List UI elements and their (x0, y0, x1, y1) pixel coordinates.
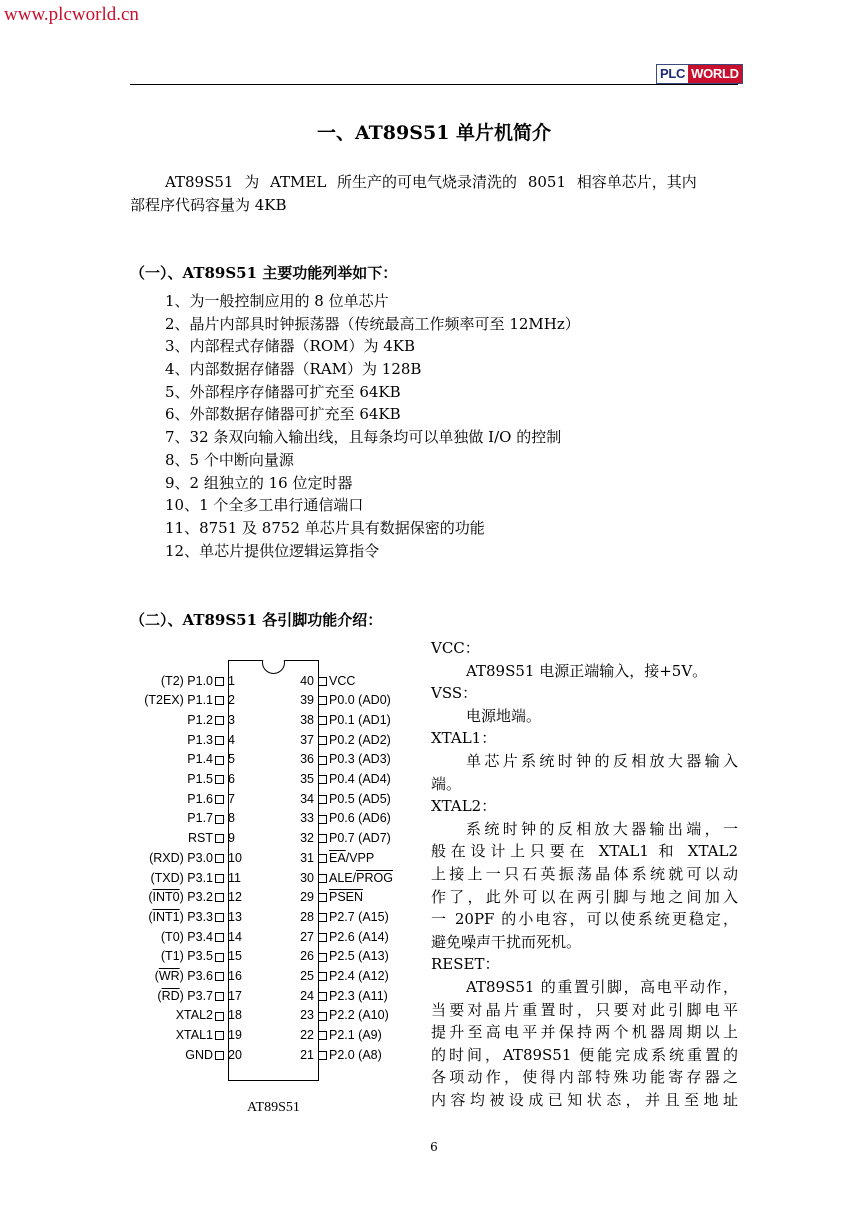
pin-label: P2.5 (A13) (329, 949, 389, 964)
left-pin (187, 770, 235, 790)
pin-name: P1.2 (187, 712, 213, 727)
pin-box (318, 815, 327, 824)
right-pin (300, 1046, 382, 1066)
feature-item: 3、内部程式存储器（ROM）为 4KB (165, 337, 416, 356)
description-line: AT89S51 的重置引脚，高电平动作， (466, 977, 738, 996)
pin-number: 16 (228, 969, 242, 983)
pin-name: XTAL1 (175, 1028, 213, 1043)
chip-notch (262, 651, 285, 674)
right-pin (300, 770, 391, 790)
pin-number: 33 (300, 811, 314, 826)
pin-label: P0.6 (AD6) (329, 811, 391, 826)
pin-label-part: ALE/ (329, 870, 357, 885)
page-number: 6 (430, 1140, 438, 1154)
pin-box (215, 696, 224, 705)
pin-number: 3 (228, 712, 235, 727)
left-pin (160, 928, 242, 948)
description-line: 各项动作，使得内部特殊功能寄存器之 (431, 1068, 738, 1087)
pin-suffix: ) (179, 909, 188, 924)
pin-number: 13 (228, 909, 242, 924)
pin-label (187, 733, 213, 747)
right-pin (300, 987, 388, 1007)
pin-label: P2.7 (A15) (329, 909, 389, 924)
description-line: 般在设计上只要在 XTAL1 和 XTAL2 (431, 842, 738, 861)
pin-number: 23 (300, 1008, 314, 1023)
feature-item: 9、2 组独立的 16 位定时器 (165, 473, 353, 492)
pin-overline-signal: PROG (356, 870, 393, 885)
description-line: 上接上一只石英振荡晶体系统就可以动 (431, 864, 738, 883)
feature-item: 8、5 个中断向量源 (165, 450, 294, 469)
feature-item: 10、1 个全多工串行通信端口 (165, 496, 364, 515)
pin-number: 30 (300, 870, 314, 885)
pin-name: P3.0 (187, 850, 213, 865)
pin-label (329, 871, 393, 885)
pin-box (215, 992, 224, 1001)
pin-name: P1.5 (187, 772, 213, 786)
pin-label (176, 1028, 213, 1042)
pin-name: P3.6 (187, 969, 213, 983)
pin-number: 22 (300, 1028, 314, 1043)
pin-label: P0.2 (AD2) (329, 732, 391, 747)
pin-number: 1 (228, 673, 235, 688)
pin-label: P2.0 (A8) (329, 1047, 382, 1062)
right-pin (300, 888, 364, 908)
left-pin (160, 672, 235, 692)
pin-box (215, 972, 224, 981)
description-line: 一 20PF 的小电容，可以使系统更稳定， (431, 910, 738, 929)
feature-list (165, 290, 580, 562)
feature-item: 2、晶片内部具时钟振荡器（传统最高工作频率可至 12MHz） (165, 314, 580, 333)
pin-number: 4 (228, 732, 235, 747)
pin-box (318, 795, 327, 804)
right-pin (300, 790, 391, 810)
description-line: RESET： (431, 955, 500, 974)
pin-number: 28 (300, 909, 314, 924)
pin-number: 12 (228, 890, 242, 905)
pin-box (215, 716, 224, 725)
left-pin (160, 947, 242, 967)
pin-name: P3.1 (187, 870, 213, 885)
section-heading-pins: （二）、AT89S51 各引脚功能介绍： (130, 611, 383, 629)
feature-item: 7、32 条双向输入输出线，且每条均可以单独做 I/O 的控制 (165, 428, 562, 447)
pin-label: P0.3 (AD3) (329, 752, 391, 767)
description-line: XTAL2： (431, 797, 497, 816)
pin-name: P1.7 (187, 811, 213, 826)
pin-box (318, 716, 327, 725)
description-line: 端。 (431, 774, 462, 793)
pin-prefix: (T1) (160, 949, 188, 964)
pin-overline-signal: PSEN (329, 890, 364, 905)
pin-label: P2.2 (A10) (329, 1008, 389, 1023)
feature-item: 12、单芯片提供位逻辑运算指令 (165, 541, 380, 560)
pin-label: VCC (329, 673, 356, 688)
pin-name: P3.7 (187, 988, 213, 1003)
pin-label (187, 713, 213, 727)
pin-box (215, 953, 224, 962)
pin-number: 32 (300, 831, 314, 846)
pin-label (187, 772, 213, 786)
pin-box (215, 815, 224, 824)
pin-number: 21 (300, 1047, 314, 1062)
pin-box (318, 972, 327, 981)
pin-number: 15 (228, 949, 242, 964)
pin-box (318, 775, 327, 784)
right-pin (300, 829, 391, 849)
plcworld-logo (656, 64, 743, 84)
pin-prefix: ( (154, 969, 159, 983)
pin-number: 2 (228, 693, 235, 708)
description-line: 内容均被设成已知状态，并且至地址 (431, 1090, 738, 1109)
logo-text-world: WORLD (688, 65, 742, 83)
pin-box (318, 834, 327, 843)
pin-label: P2.3 (A11) (329, 988, 388, 1003)
pin-number: 37 (300, 732, 314, 747)
pin-label (161, 674, 213, 688)
pin-label (150, 871, 213, 885)
right-pin (300, 711, 391, 731)
right-pin (300, 869, 393, 889)
pin-overline-signal: $\overline{WR}$ (158, 969, 180, 983)
right-pin (300, 731, 391, 751)
pin-number: 31 (300, 850, 314, 865)
pin-label (187, 792, 213, 806)
pin-label: P0.5 (AD5) (329, 791, 391, 806)
left-pin (150, 869, 241, 889)
pin-label: P2.4 (A12) (329, 969, 389, 983)
pin-number: 34 (300, 791, 314, 806)
left-pin (187, 750, 235, 770)
pin-box (318, 756, 327, 765)
left-pin (148, 888, 242, 908)
left-pin (185, 1046, 242, 1066)
pin-overline-signal: INT1 (152, 909, 180, 924)
pin-number: 40 (300, 673, 314, 688)
description-line: VCC： (431, 639, 480, 657)
logo-text-plc: PLC (657, 65, 688, 83)
pin-box (215, 933, 224, 942)
right-pin (300, 1026, 382, 1046)
page-title: 一、AT89S51 单片机简介 (316, 122, 552, 144)
pin-box (318, 874, 327, 883)
pin-box (318, 992, 327, 1001)
pin-prefix: ( (148, 909, 153, 924)
pin-number: 7 (228, 791, 235, 806)
pin-suffix: ) (179, 969, 188, 983)
left-pin (187, 809, 235, 829)
pin-number: 38 (300, 712, 314, 727)
pin-box (318, 913, 327, 922)
pin-box (215, 834, 224, 843)
pin-overline-signal: $\overline{RD}$ (161, 988, 180, 1003)
pin-box (318, 893, 327, 902)
pin-number: 24 (300, 988, 314, 1003)
site-url-link[interactable]: www.plcworld.cn (4, 4, 139, 25)
left-pin (188, 829, 235, 849)
pin-box (215, 795, 224, 804)
header-divider (130, 84, 738, 85)
left-pin (175, 1026, 242, 1046)
pin-number: 26 (300, 949, 314, 964)
pin-label (329, 890, 363, 904)
feature-item: 5、外部程序存储器可扩充至 64KB (165, 382, 401, 401)
pin-box (318, 696, 327, 705)
pin-label (161, 949, 213, 963)
pin-number: 39 (300, 693, 314, 708)
left-pin (148, 908, 242, 928)
intro-line-1: AT89S51 为 ATMEL 所生产的可电气烧录清洗的 8051 相容单芯片，其内 (165, 173, 697, 191)
pin-number: 36 (300, 752, 314, 767)
pin-label (176, 1008, 213, 1022)
pin-number: 19 (228, 1028, 242, 1043)
description-line: 电源地端。 (466, 706, 542, 725)
pin-number: 5 (228, 752, 235, 767)
right-pin (300, 908, 389, 928)
pin-box (318, 1051, 327, 1060)
description-line: 当要对晶片重置时，只要对此引脚电平 (431, 1000, 738, 1019)
pin-box (318, 1031, 327, 1040)
section-heading-features: （一）、AT89S51 主要功能列举如下： (130, 264, 398, 282)
pin-name: P1.4 (187, 752, 213, 767)
pin-name: XTAL2 (175, 1008, 213, 1023)
pin-label (148, 890, 213, 904)
pin-number: 11 (228, 870, 241, 885)
pin-box (215, 854, 224, 863)
right-pin (300, 672, 356, 692)
pin-number: 20 (228, 1047, 242, 1062)
pin-overline-signal: INT0 (152, 890, 180, 905)
pin-prefix: (TXD) (150, 870, 188, 885)
description-line: 避免噪声干扰而死机。 (431, 932, 582, 951)
description-line: 单芯片系统时钟的反相放大器输入 (466, 751, 738, 770)
description-line: 提升至高电平并保持两个机器周期以上 (431, 1023, 738, 1042)
pin-label: P0.1 (AD1) (329, 712, 391, 727)
pin-name: P1.1 (187, 693, 213, 708)
left-pin (187, 731, 235, 751)
pin-number: 6 (228, 772, 235, 786)
pin-label: P2.1 (A9) (329, 1028, 382, 1043)
feature-item: 6、外部数据存储器可扩充至 64KB (165, 405, 401, 424)
pin-box (318, 933, 327, 942)
left-pin (187, 711, 235, 731)
pin-box (215, 1051, 224, 1060)
right-pin (300, 1006, 389, 1026)
pin-descriptions (431, 637, 738, 1111)
pin-label (155, 969, 213, 983)
description-line: VSS： (431, 684, 478, 703)
pin-number: 35 (300, 772, 314, 786)
pin-label (187, 752, 213, 766)
right-pin (300, 691, 391, 711)
pin-label: P0.7 (AD7) (329, 831, 391, 846)
pin-number: 29 (300, 890, 314, 905)
pin-box (215, 1012, 224, 1021)
description-line: 的时间，AT89S51 便能完成系统重置的 (431, 1045, 738, 1064)
pin-name: RST (188, 831, 213, 846)
right-pin (300, 750, 391, 770)
pin-box (318, 854, 327, 863)
pin-box (318, 677, 327, 686)
description-line: AT89S51 电源正端输入，接+5V。 (466, 661, 708, 680)
pin-name: P1.0 (187, 673, 213, 688)
pin-number: 14 (228, 929, 242, 944)
feature-item: 1、为一般控制应用的 8 位单芯片 (165, 292, 389, 310)
pin-prefix: ( (157, 988, 162, 1003)
chip-top-edge-left (228, 660, 262, 661)
pin-box (215, 1031, 224, 1040)
pin-overline-signal: $\overline{EA}$ (329, 850, 346, 865)
feature-item: 4、内部数据存储器（RAM）为 128B (165, 360, 422, 379)
pin-number: 9 (228, 831, 235, 846)
pin-box (215, 677, 224, 686)
pin-label: P2.6 (A14) (329, 929, 389, 944)
pin-box (215, 736, 224, 745)
feature-item: 11、8751 及 8752 单芯片具有数据保密的功能 (165, 518, 485, 537)
pin-box (215, 913, 224, 922)
pin-label (187, 811, 213, 825)
pin-suffix: ) (179, 890, 188, 905)
left-pin (187, 790, 235, 810)
pin-box (318, 1012, 327, 1021)
right-pin (300, 928, 389, 948)
pin-number: 8 (228, 811, 235, 826)
pin-label (329, 851, 374, 865)
pin-name: P3.3 (187, 909, 213, 924)
left-pin (175, 1006, 242, 1026)
pin-label: P0.0 (AD0) (329, 693, 391, 708)
pin-label (161, 930, 213, 944)
pin-box (215, 756, 224, 765)
description-line: XTAL1： (431, 729, 497, 748)
pin-name: P3.5 (187, 949, 213, 964)
pin-label-part: /VPP (345, 850, 375, 865)
chip-caption: AT89S51 (247, 1100, 300, 1115)
chip-top-edge-right (285, 660, 319, 661)
left-pin (149, 849, 242, 869)
pin-prefix: (RXD) (149, 850, 188, 865)
pin-label (144, 693, 213, 707)
pin-number: 25 (300, 969, 314, 983)
right-pin (300, 849, 375, 869)
pin-label (148, 910, 213, 924)
pin-label: P0.4 (AD4) (329, 772, 391, 786)
pin-label (149, 851, 213, 865)
pin-number: 27 (300, 929, 314, 944)
pin-box (318, 953, 327, 962)
pin-suffix: ) (179, 988, 188, 1003)
pin-number: 17 (228, 988, 242, 1003)
pin-prefix: (T2EX) (144, 693, 188, 708)
pin-prefix: ( (148, 890, 153, 905)
pin-name: P1.3 (187, 732, 213, 747)
pin-box (215, 893, 224, 902)
pin-number: 18 (228, 1008, 242, 1023)
pin-number: 10 (228, 850, 242, 865)
pin-name: P1.6 (187, 791, 213, 806)
pin-label (157, 989, 213, 1003)
intro-line-2: 部程序代码容量为 4KB (130, 196, 287, 214)
left-pin (154, 967, 242, 987)
right-pin (300, 967, 389, 987)
pin-name: P3.2 (187, 890, 213, 905)
pin-label (185, 1048, 213, 1062)
pin-name: P3.4 (187, 929, 213, 944)
description-line: 系统时钟的反相放大器输出端，一 (466, 819, 738, 838)
pin-box (318, 736, 327, 745)
left-pin (157, 987, 242, 1007)
pin-name: GND (185, 1047, 213, 1062)
pin-box (215, 775, 224, 784)
left-pin (144, 691, 235, 711)
right-pin (300, 947, 389, 967)
pin-prefix: (T2) (160, 673, 188, 688)
description-line: 作了，此外可以在两引脚与地之间加入 (431, 887, 738, 906)
right-pin (300, 809, 391, 829)
pin-box (215, 874, 224, 883)
pin-label (188, 831, 213, 845)
pin-prefix: (T0) (160, 929, 188, 944)
